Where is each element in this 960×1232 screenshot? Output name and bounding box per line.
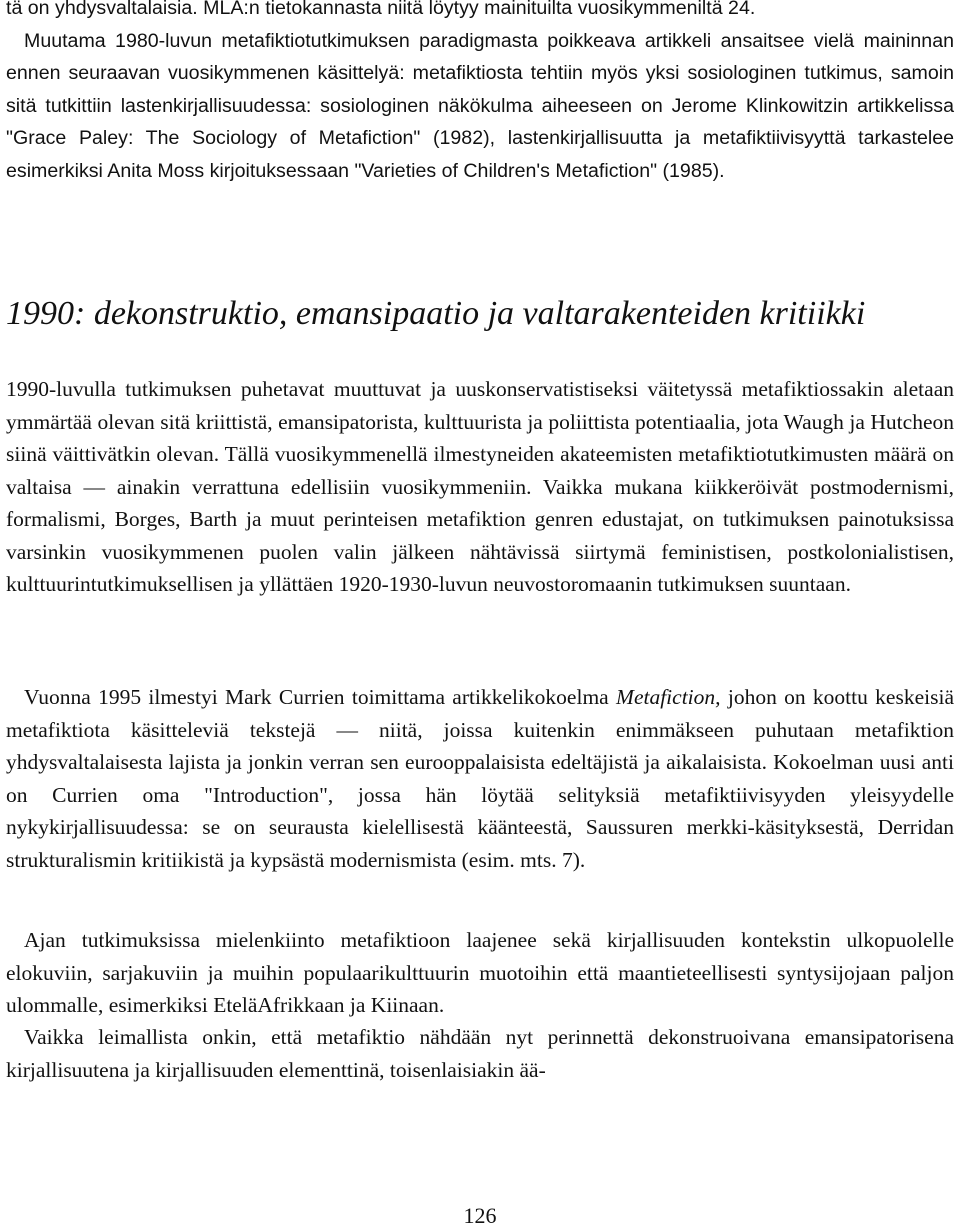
paragraph-continuation — [6, 0, 954, 187]
book-title: Metafiction, — [616, 685, 721, 709]
section-heading: 1990: dekonstruktio, emansipaatio ja valtarakenteiden kritiikki — [6, 295, 866, 332]
paragraph-other-voices: Vaikka leimallista onkin, että metafiktio nähdään nyt perinnettä dekonstruoivana emansipatorisena kirjallisuutena ja kirjallisuuden elementtinä, toisenlaisiakin ää- — [6, 1025, 954, 1082]
paragraph-currie-collection — [6, 681, 954, 876]
paragraph-text-end: johon on koottu keskeisiä metafiktiota käsitteleviä tekstejä — niitä, joissa kuitenkin enimmäkseen puhutaan metafiktion yhdysvaltalaisesta lajista ja jonkin verran sen eurooppalaisista edeltäjistä ja aikalaisista. Kokoelman uusi anti on Currien oma "Introduction", jossa hän löytää selityksiä metafiktiivisyyden yleisyydelle nykykirjallisuudessa: se on seurausta kielellisestä käänteestä, Saussuren merkki-käsityksestä, Derridan strukturalismin kritiikistä ja kypsästä modernismista (esim. mts. 7). — [6, 685, 954, 872]
paragraph-1980s-articles: Muutama 1980-luvun metafiktiotutkimuksen paradigmasta poikkeava artikkeli ansaitsee vielä maininnan ennen seuraavan vuosikymmenen käsittelyä: metafiktiosta tehtiin myös yksi sosiologinen tutkimus, samoin sitä tutkittiin lastenkirjallisuudessa: sosiologinen näkökulma aiheeseen on Jerome Klinkowitzin artikkelissa "Grace Paley: The Sociology of Metafiction" (1982), lastenkirjallisuutta ja metafiktiivisyyttä tarkastelee esimerkiksi Anita Moss kirjoituksessaan "Varieties of Children's Metafiction" (1985). — [6, 29, 954, 182]
paragraph-expanding-interest: Ajan tutkimuksissa mielenkiinto metafiktioon laajenee sekä kirjallisuuden kontekstin ulkopuolelle elokuviin, sarjakuviin ja muihin populaarikulttuurin muotoihin että maantieteellisesti syntysijojaan paljon ulommalle, esimerkiksi EteläAfrikkaan ja Kiinaan. — [6, 928, 954, 1017]
paragraph-1990s-discourse: 1990-luvulla tutkimuksen puhetavat muuttuvat ja uuskonservatistiseksi väitetyssä metafiktiossakin aletaan ymmärtää olevan sitä kriittistä, emansipatorista, kulttuurista ja poliittista potentiaalia, jota Waugh ja Hutcheon siinä väittivätkin olevan. Tällä vuosikymmenellä ilmestyneiden akateemisten metafiktiotutkimusten määrä on valtaisa — ainakin verrattuna edellisiin vuosikymmeniin. Vaikka mukana kiikkeröivät postmodernismi, formalismi, Borges, Barth ja muut perinteisen metafiktion genren edustajat, on tutkimuksen painotuksissa varsinkin vuosikymmenen puolen valin jälkeen nähtävissä siirtymä feministisen, postkolonialistisen, kulttuurintutkimuksellisen ja yllättäen 1920-1930-luvun neuvostoromaanin tutkimuksen suuntaan. — [6, 377, 954, 596]
paragraph-text-start: Vuonna 1995 ilmestyi Mark Currien toimittama artikkelikokoelma — [24, 685, 617, 709]
page-number: 126 — [463, 1203, 497, 1228]
continued-line: tä on yhdysvaltalaisia. MLA:n tietokannasta niitä löytyy mainituilta vuosikymmeniltä 24. — [6, 0, 756, 19]
